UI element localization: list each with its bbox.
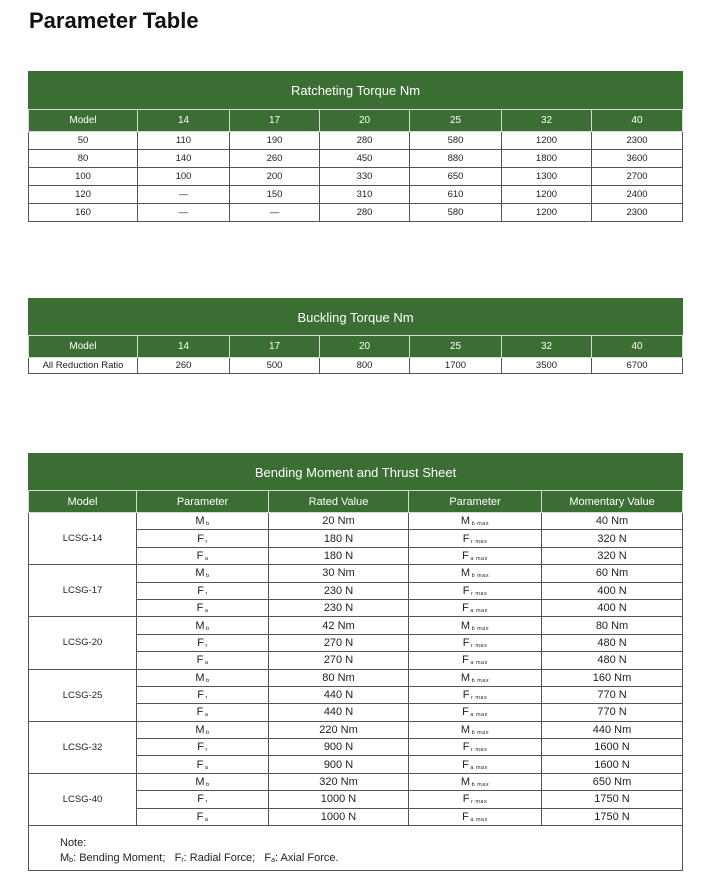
model-cell: LCSG-17 [29, 565, 137, 617]
bending-header: Model [29, 491, 137, 513]
table-row [29, 669, 683, 686]
table-cell: 580 [410, 132, 502, 150]
table-cell: 150 [230, 186, 320, 204]
parameter-max-cell [409, 652, 542, 669]
momentary-value-cell: 650 Nm [542, 773, 683, 790]
table-cell: 310 [320, 186, 410, 204]
ratcheting-header: 25 [410, 110, 502, 132]
bending-header: Parameter [409, 491, 542, 513]
param-subscript: b max [471, 521, 490, 528]
table-cell: 1800 [502, 150, 592, 168]
table-cell: 2700 [592, 168, 683, 186]
model-cell: LCSG-25 [29, 669, 137, 721]
table-cell: 650 [410, 168, 502, 186]
parameter-max-cell [409, 721, 542, 738]
rated-value-cell: 42 Nm [269, 617, 409, 634]
parameter-max-cell [409, 808, 542, 825]
momentary-value-cell: 1750 N [542, 791, 683, 808]
ratcheting-header: Model [29, 110, 138, 132]
table-cell: 140 [138, 150, 230, 168]
param-symbol: F [196, 810, 204, 823]
rated-value-cell: 30 Nm [269, 565, 409, 582]
parameter-cell [137, 547, 269, 564]
table-cell: 1300 [502, 168, 592, 186]
param-subscript: b max [471, 625, 490, 632]
param-symbol: F [462, 654, 470, 667]
rated-value-cell: 900 N [269, 756, 409, 773]
rated-value-cell: 180 N [269, 530, 409, 547]
param-symbol: F [197, 689, 205, 702]
momentary-value-cell: 320 N [542, 530, 683, 547]
momentary-value-cell: 770 N [542, 704, 683, 721]
rated-value-cell: 1000 N [269, 808, 409, 825]
note-text: : Axial Force. [275, 852, 339, 865]
table-cell: 80 [29, 150, 138, 168]
param-subscript: b [206, 521, 210, 528]
parameter-cell [137, 599, 269, 616]
param-symbol: M [195, 671, 206, 684]
param-subscript: b [206, 573, 210, 580]
table-cell: 160 [29, 204, 138, 222]
param-subscript: r max [470, 590, 488, 597]
table-cell: 280 [320, 204, 410, 222]
note-spacer [165, 852, 174, 864]
momentary-value-cell: 40 Nm [542, 513, 683, 530]
model-cell: LCSG-20 [29, 617, 137, 669]
buckling-title: Buckling Torque Nm [29, 299, 683, 336]
param-subscript: a max [470, 608, 488, 615]
momentary-value-cell: 320 N [542, 547, 683, 564]
rated-value-cell: 270 N [269, 652, 409, 669]
rated-value-cell: 230 N [269, 599, 409, 616]
table-row [29, 168, 683, 186]
table-cell: 260 [138, 358, 230, 374]
bending-header: Parameter [137, 491, 269, 513]
param-symbol: F [196, 654, 204, 667]
param-subscript: a max [470, 555, 488, 562]
parameter-max-cell [409, 669, 542, 686]
param-subscript: b [206, 625, 210, 632]
parameter-max-cell [409, 513, 542, 530]
param-symbol: M [195, 776, 206, 789]
param-symbol: F [462, 758, 470, 771]
rated-value-cell: 230 N [269, 582, 409, 599]
param-symbol: F [196, 602, 204, 615]
param-symbol: M [195, 567, 206, 580]
param-subscript: a [204, 660, 209, 667]
rated-value-cell: 1000 N [269, 791, 409, 808]
table-cell: 2300 [592, 204, 683, 222]
buckling-header: 25 [410, 336, 502, 358]
parameter-max-cell [409, 773, 542, 790]
param-symbol: F [197, 793, 205, 806]
parameter-max-cell [409, 704, 542, 721]
table-cell: 1200 [502, 204, 592, 222]
param-subscript: b [206, 782, 210, 789]
table-cell: — [230, 204, 320, 222]
table-cell: 100 [29, 168, 138, 186]
buckling-torque-table [28, 298, 683, 374]
param-symbol: F [197, 532, 205, 545]
table-cell: 6700 [592, 358, 683, 374]
parameter-max-cell [409, 791, 542, 808]
note-legend [60, 851, 682, 868]
buckling-header: 17 [230, 336, 320, 358]
parameter-max-cell [409, 756, 542, 773]
param-symbol: F [196, 706, 204, 719]
param-subscript: r [205, 695, 208, 702]
table-cell: 1700 [410, 358, 502, 374]
momentary-value-cell: 60 Nm [542, 565, 683, 582]
parameter-max-cell [409, 547, 542, 564]
table-row [29, 773, 683, 790]
param-symbol: F [196, 549, 204, 562]
param-symbol: M [460, 723, 471, 736]
note [29, 826, 683, 871]
parameter-max-cell [409, 634, 542, 651]
momentary-value-cell: 1600 N [542, 739, 683, 756]
table-cell: 110 [138, 132, 230, 150]
table-cell: 500 [230, 358, 320, 374]
ratcheting-header: 32 [502, 110, 592, 132]
param-subscript: r max [470, 695, 488, 702]
param-symbol: M [195, 723, 206, 736]
param-symbol: F [462, 810, 470, 823]
rated-value-cell: 320 Nm [269, 773, 409, 790]
table-cell: 280 [320, 132, 410, 150]
buckling-header: 20 [320, 336, 410, 358]
param-symbol: F [197, 741, 205, 754]
param-subscript: b max [471, 677, 490, 684]
momentary-value-cell: 400 N [542, 582, 683, 599]
param-subscript: b [206, 729, 210, 736]
rated-value-cell: 220 Nm [269, 721, 409, 738]
parameter-cell [137, 791, 269, 808]
model-cell: LCSG-14 [29, 513, 137, 565]
param-symbol: F [462, 549, 470, 562]
rated-value-cell: 270 N [269, 634, 409, 651]
param-subscript: r max [470, 799, 488, 806]
rated-value-cell: 440 N [269, 686, 409, 703]
table-row [29, 204, 683, 222]
param-subscript: a [204, 816, 209, 823]
parameter-max-cell [409, 599, 542, 616]
parameter-cell [137, 773, 269, 790]
table-row [29, 617, 683, 634]
param-symbol: F [462, 584, 470, 597]
momentary-value-cell: 1750 N [542, 808, 683, 825]
table-cell: 190 [230, 132, 320, 150]
bending-header: Rated Value [269, 491, 409, 513]
param-symbol: F [462, 602, 470, 615]
bending-moment-table [28, 453, 683, 871]
momentary-value-cell: 400 N [542, 599, 683, 616]
ratcheting-title: Ratcheting Torque Nm [29, 72, 683, 110]
table-cell: 260 [230, 150, 320, 168]
momentary-value-cell: 770 N [542, 686, 683, 703]
momentary-value-cell: 480 N [542, 634, 683, 651]
param-symbol: F [462, 532, 470, 545]
param-subscript: b max [471, 782, 490, 789]
param-subscript: b max [471, 729, 490, 736]
note-symbol: F [264, 852, 272, 865]
param-subscript: r [205, 799, 208, 806]
bending-title: Bending Moment and Thrust Sheet [29, 454, 683, 491]
param-subscript: a max [470, 712, 488, 719]
param-symbol: M [460, 619, 471, 632]
bending-header: Momentary Value [542, 491, 683, 513]
table-row [29, 186, 683, 204]
table-cell: 330 [320, 168, 410, 186]
param-subscript: r [205, 590, 208, 597]
parameter-cell [137, 756, 269, 773]
param-symbol: M [195, 619, 206, 632]
param-subscript: r [205, 538, 208, 545]
table-row [29, 132, 683, 150]
table-cell: 3500 [502, 358, 592, 374]
parameter-cell [137, 704, 269, 721]
param-symbol: F [462, 636, 470, 649]
page-title: Parameter Table [29, 8, 199, 33]
table-row [29, 565, 683, 582]
table-cell: 880 [410, 150, 502, 168]
table-row [29, 358, 683, 374]
table-cell: 3600 [592, 150, 683, 168]
param-subscript: r max [470, 642, 488, 649]
ratcheting-header: 14 [138, 110, 230, 132]
note-subscript: b [69, 857, 74, 865]
table-cell: 610 [410, 186, 502, 204]
parameter-cell [137, 808, 269, 825]
param-symbol: M [460, 567, 471, 580]
param-subscript: r max [470, 747, 488, 754]
table-cell: 2400 [592, 186, 683, 204]
parameter-cell [137, 565, 269, 582]
table-cell: All Reduction Ratio [29, 358, 138, 374]
momentary-value-cell: 160 Nm [542, 669, 683, 686]
param-symbol: F [462, 706, 470, 719]
param-subscript: a [204, 555, 209, 562]
parameter-cell [137, 669, 269, 686]
momentary-value-cell: 480 N [542, 652, 683, 669]
ratcheting-header: 20 [320, 110, 410, 132]
parameter-max-cell [409, 582, 542, 599]
table-cell: 50 [29, 132, 138, 150]
param-symbol: F [462, 689, 470, 702]
param-symbol: F [462, 793, 470, 806]
table-cell: 1200 [502, 186, 592, 204]
param-subscript: a max [470, 660, 488, 667]
param-symbol: M [460, 515, 471, 528]
param-subscript: a [204, 764, 209, 771]
param-subscript: a max [470, 816, 488, 823]
table-cell: 200 [230, 168, 320, 186]
table-row [29, 721, 683, 738]
rated-value-cell: 20 Nm [269, 513, 409, 530]
parameter-cell [137, 686, 269, 703]
rated-value-cell: 900 N [269, 739, 409, 756]
ratcheting-header: 17 [230, 110, 320, 132]
param-subscript: r [205, 642, 208, 649]
table-cell: 100 [138, 168, 230, 186]
param-subscript: a max [470, 764, 488, 771]
param-subscript: b max [471, 573, 490, 580]
param-symbol: M [460, 776, 471, 789]
note-symbol: F [174, 852, 182, 865]
note-subscript: a [271, 857, 276, 865]
note-subscript: r [181, 857, 184, 865]
param-subscript: a [204, 712, 209, 719]
table-row [29, 513, 683, 530]
table-cell: 580 [410, 204, 502, 222]
parameter-cell [137, 721, 269, 738]
parameter-max-cell [409, 739, 542, 756]
param-symbol: M [195, 515, 206, 528]
table-cell: — [138, 186, 230, 204]
buckling-header: Model [29, 336, 138, 358]
note-text: : Radial Force; [183, 852, 256, 865]
table-cell: 450 [320, 150, 410, 168]
note-symbol: M [60, 852, 70, 865]
parameter-cell [137, 634, 269, 651]
table-cell: 120 [29, 186, 138, 204]
rated-value-cell: 440 N [269, 704, 409, 721]
note-spacer [255, 852, 264, 864]
buckling-header: 14 [138, 336, 230, 358]
table-cell: 2300 [592, 132, 683, 150]
model-cell: LCSG-40 [29, 773, 137, 825]
param-subscript: a [204, 608, 209, 615]
momentary-value-cell: 80 Nm [542, 617, 683, 634]
table-cell: 800 [320, 358, 410, 374]
buckling-header: 32 [502, 336, 592, 358]
table-cell: — [138, 204, 230, 222]
momentary-value-cell: 1600 N [542, 756, 683, 773]
rated-value-cell: 180 N [269, 547, 409, 564]
table-row [29, 150, 683, 168]
param-symbol: M [460, 671, 471, 684]
param-subscript: r max [470, 538, 488, 545]
ratcheting-torque-table [28, 71, 683, 222]
parameter-cell [137, 739, 269, 756]
note-text: : Bending Moment; [73, 852, 166, 865]
ratcheting-header: 40 [592, 110, 683, 132]
rated-value-cell: 80 Nm [269, 669, 409, 686]
param-symbol: F [197, 584, 205, 597]
parameter-cell [137, 530, 269, 547]
parameter-max-cell [409, 686, 542, 703]
parameter-cell [137, 582, 269, 599]
param-symbol: F [462, 741, 470, 754]
model-cell: LCSG-32 [29, 721, 137, 773]
parameter-max-cell [409, 617, 542, 634]
param-symbol: F [197, 636, 205, 649]
parameter-cell [137, 617, 269, 634]
parameter-max-cell [409, 530, 542, 547]
momentary-value-cell: 440 Nm [542, 721, 683, 738]
parameter-max-cell [409, 565, 542, 582]
param-subscript: b [206, 677, 210, 684]
param-symbol: F [196, 758, 204, 771]
buckling-header: 40 [592, 336, 683, 358]
parameter-cell [137, 513, 269, 530]
parameter-cell [137, 652, 269, 669]
note-label: Note: [60, 837, 87, 850]
table-cell: 1200 [502, 132, 592, 150]
param-subscript: r [205, 747, 208, 754]
